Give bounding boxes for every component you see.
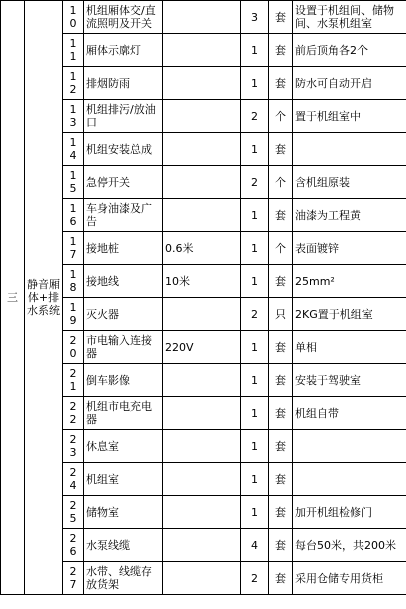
item-qty: 1 — [241, 133, 269, 166]
item-note: 防水可自动开启 — [293, 67, 406, 100]
item-unit: 个 — [269, 166, 293, 199]
item-name: 机组安装总成 — [84, 133, 163, 166]
item-unit: 套 — [269, 265, 293, 298]
row-number: 1 5 — [63, 166, 84, 199]
item-note: 前后顶角各2个 — [293, 34, 406, 67]
item-qty: 1 — [241, 397, 269, 430]
item-spec — [163, 166, 241, 199]
item-unit: 套 — [269, 430, 293, 463]
item-spec — [163, 133, 241, 166]
item-spec — [163, 562, 241, 595]
item-unit: 套 — [269, 496, 293, 529]
item-name: 车身油漆及广告 — [84, 199, 163, 232]
item-qty: 2 — [241, 562, 269, 595]
item-name: 急停开关 — [84, 166, 163, 199]
item-name: 水泵线缆 — [84, 529, 163, 562]
item-unit: 套 — [269, 397, 293, 430]
item-name: 厢体示廓灯 — [84, 34, 163, 67]
item-qty: 1 — [241, 67, 269, 100]
table-row — [1, 1, 406, 34]
row-number: 1 3 — [63, 100, 84, 133]
item-name: 排烟防雨 — [84, 67, 163, 100]
item-qty: 3 — [241, 1, 269, 34]
item-note: 单相 — [293, 331, 406, 364]
item-unit: 套 — [269, 1, 293, 34]
item-name: 倒车影像 — [84, 364, 163, 397]
section-category: 静音厢体+排水系统 — [25, 1, 63, 595]
item-unit: 套 — [269, 133, 293, 166]
item-name: 休息室 — [84, 430, 163, 463]
item-qty: 1 — [241, 364, 269, 397]
row-number: 2 4 — [63, 463, 84, 496]
item-unit: 只 — [269, 298, 293, 331]
item-spec — [163, 298, 241, 331]
item-note: 2KG置于机组室 — [293, 298, 406, 331]
row-number: 1 0 — [63, 1, 84, 34]
item-name: 市电输入连接器 — [84, 331, 163, 364]
row-number: 2 5 — [63, 496, 84, 529]
item-spec — [163, 496, 241, 529]
row-number: 1 1 — [63, 34, 84, 67]
item-spec: 10米 — [163, 265, 241, 298]
item-note: 机组自带 — [293, 397, 406, 430]
item-qty: 4 — [241, 529, 269, 562]
item-qty: 1 — [241, 463, 269, 496]
row-number: 2 6 — [63, 529, 84, 562]
item-spec — [163, 1, 241, 34]
item-qty: 1 — [241, 430, 269, 463]
item-note: 设置于机组间、储物间、水泵机组室 — [293, 1, 406, 34]
item-unit: 套 — [269, 331, 293, 364]
item-qty: 2 — [241, 298, 269, 331]
item-unit: 套 — [269, 463, 293, 496]
item-qty: 1 — [241, 265, 269, 298]
item-unit: 套 — [269, 34, 293, 67]
item-note: 采用仓储专用货柜 — [293, 562, 406, 595]
row-number: 2 0 — [63, 331, 84, 364]
row-number: 1 2 — [63, 67, 84, 100]
item-spec — [163, 199, 241, 232]
item-unit: 套 — [269, 199, 293, 232]
item-qty: 2 — [241, 100, 269, 133]
section-number: 三 — [1, 1, 25, 595]
item-spec — [163, 100, 241, 133]
item-qty: 2 — [241, 166, 269, 199]
item-unit: 套 — [269, 529, 293, 562]
row-number: 1 7 — [63, 232, 84, 265]
item-unit: 套 — [269, 364, 293, 397]
item-unit: 套 — [269, 67, 293, 100]
row-number: 2 2 — [63, 397, 84, 430]
row-number: 2 7 — [63, 562, 84, 595]
item-spec: 0.6米 — [163, 232, 241, 265]
item-note: 表面镀锌 — [293, 232, 406, 265]
row-number: 1 9 — [63, 298, 84, 331]
item-note — [293, 463, 406, 496]
row-number: 1 4 — [63, 133, 84, 166]
item-note: 置于机组室中 — [293, 100, 406, 133]
item-qty: 1 — [241, 331, 269, 364]
item-spec: 220V — [163, 331, 241, 364]
item-unit: 套 — [269, 562, 293, 595]
item-note: 25mm² — [293, 265, 406, 298]
item-unit: 个 — [269, 232, 293, 265]
item-unit: 个 — [269, 100, 293, 133]
row-number: 1 6 — [63, 199, 84, 232]
item-name: 接地线 — [84, 265, 163, 298]
row-number: 2 1 — [63, 364, 84, 397]
item-note: 安装于驾驶室 — [293, 364, 406, 397]
item-spec — [163, 397, 241, 430]
item-spec — [163, 529, 241, 562]
item-name: 机组厢体交/直流照明及开关 — [84, 1, 163, 34]
item-note: 含机组原装 — [293, 166, 406, 199]
item-spec — [163, 463, 241, 496]
item-name: 接地桩 — [84, 232, 163, 265]
table-body — [1, 1, 406, 595]
item-name: 机组排污/放油口 — [84, 100, 163, 133]
item-note: 加开机组检修门 — [293, 496, 406, 529]
row-number: 1 8 — [63, 265, 84, 298]
item-note — [293, 133, 406, 166]
item-name: 储物室 — [84, 496, 163, 529]
item-spec — [163, 67, 241, 100]
item-name: 机组室 — [84, 463, 163, 496]
item-spec — [163, 364, 241, 397]
item-spec — [163, 34, 241, 67]
item-qty: 1 — [241, 232, 269, 265]
row-number: 2 3 — [63, 430, 84, 463]
item-note: 每台50米，共200米 — [293, 529, 406, 562]
item-note — [293, 430, 406, 463]
item-qty: 1 — [241, 199, 269, 232]
item-spec — [163, 430, 241, 463]
item-qty: 1 — [241, 34, 269, 67]
item-name: 水带、线缆存放货架 — [84, 562, 163, 595]
item-name: 灭火器 — [84, 298, 163, 331]
item-qty: 1 — [241, 496, 269, 529]
item-note: 油漆为工程黄 — [293, 199, 406, 232]
item-name: 机组市电充电器 — [84, 397, 163, 430]
